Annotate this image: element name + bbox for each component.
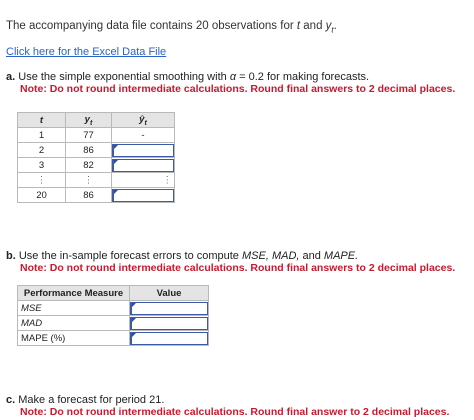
header-t: t bbox=[18, 113, 66, 128]
part-b-terms: MSE, MAD, bbox=[242, 250, 300, 262]
table-row bbox=[18, 158, 175, 173]
intro-text-part: . bbox=[333, 20, 337, 32]
part-c-note: Note: Do not round intermediate calculations. Round final answer to 2 decimal places. bbox=[20, 406, 450, 418]
part-b-question bbox=[6, 250, 358, 262]
value-cell bbox=[130, 301, 209, 316]
table-row bbox=[18, 316, 209, 331]
part-b-term-last: MAPE. bbox=[323, 250, 359, 262]
measure-label: MAPE (%) bbox=[18, 331, 130, 346]
part-b-text: Use the in-sample forecast errors to compute bbox=[15, 250, 242, 262]
part-b-note: Note: Do not round intermediate calculations. Round final answers to 2 decimal places. bbox=[20, 262, 456, 274]
intro-text-part: The accompanying data file contains 20 observations for bbox=[6, 20, 297, 32]
cell-t: 2 bbox=[18, 143, 66, 158]
cell-forecast bbox=[112, 158, 175, 173]
cell-y: 82 bbox=[66, 158, 112, 173]
intro-text bbox=[6, 20, 337, 34]
measure-label: MSE bbox=[18, 301, 130, 316]
value-cell bbox=[130, 316, 209, 331]
table-row bbox=[18, 188, 175, 203]
mad-input[interactable] bbox=[130, 317, 208, 330]
table-row bbox=[18, 173, 175, 188]
part-a-question bbox=[6, 71, 369, 83]
part-b-label: b. bbox=[6, 250, 16, 262]
excel-data-link[interactable]: Click here for the Excel Data File bbox=[6, 46, 167, 58]
part-c-question bbox=[6, 394, 164, 406]
part-a-text: Use the simple exponential smoothing with bbox=[15, 71, 230, 83]
cell-t: 20 bbox=[18, 188, 66, 203]
part-a-text: = 0.2 for making forecasts. bbox=[236, 71, 370, 83]
measure-label: MAD bbox=[18, 316, 130, 331]
header-forecast: $ŷ_t$ bbox=[112, 113, 175, 128]
cell-ellipsis: ⋮ bbox=[18, 173, 66, 188]
cell-t: 1 bbox=[18, 128, 66, 143]
mape-input[interactable] bbox=[130, 332, 208, 345]
part-b-text: and bbox=[299, 250, 324, 262]
forecast-input-2[interactable] bbox=[112, 144, 174, 157]
cell-y: 86 bbox=[66, 188, 112, 203]
var-t: t bbox=[296, 20, 301, 32]
forecast-input-3[interactable] bbox=[112, 159, 174, 172]
part-c-label: c. bbox=[6, 394, 16, 406]
table-row bbox=[18, 301, 209, 316]
alpha-symbol: α bbox=[229, 71, 237, 83]
table-row bbox=[18, 331, 209, 346]
header-y: $y_t$ bbox=[66, 113, 112, 128]
cell-y: 86 bbox=[66, 143, 112, 158]
var-y: y bbox=[325, 20, 332, 32]
table-header-row bbox=[18, 286, 209, 301]
part-a-label: a. bbox=[6, 71, 16, 83]
cell-ellipsis: ⋮ bbox=[112, 173, 175, 188]
header-value: Value bbox=[130, 286, 209, 301]
cell-forecast bbox=[112, 188, 175, 203]
part-c-text: Make a forecast for period 21. bbox=[15, 394, 165, 406]
performance-table bbox=[17, 285, 209, 346]
cell-forecast bbox=[112, 143, 175, 158]
cell-y: 77 bbox=[66, 128, 112, 143]
part-a-note: Note: Do not round intermediate calculations. Round final answers to 2 decimal places. bbox=[20, 83, 456, 95]
mse-input[interactable] bbox=[130, 302, 208, 315]
cell-ellipsis: ⋮ bbox=[66, 173, 112, 188]
value-cell bbox=[130, 331, 209, 346]
header-measure: Performance Measure bbox=[18, 286, 130, 301]
intro-text-part: and bbox=[300, 20, 326, 32]
table-row bbox=[18, 128, 175, 143]
smoothing-table bbox=[17, 112, 175, 203]
table-header-row bbox=[18, 113, 175, 128]
var-y-subscript: t bbox=[331, 25, 334, 35]
forecast-input-20[interactable] bbox=[112, 189, 174, 202]
cell-forecast: - bbox=[112, 128, 175, 143]
table-row bbox=[18, 143, 175, 158]
cell-t: 3 bbox=[18, 158, 66, 173]
